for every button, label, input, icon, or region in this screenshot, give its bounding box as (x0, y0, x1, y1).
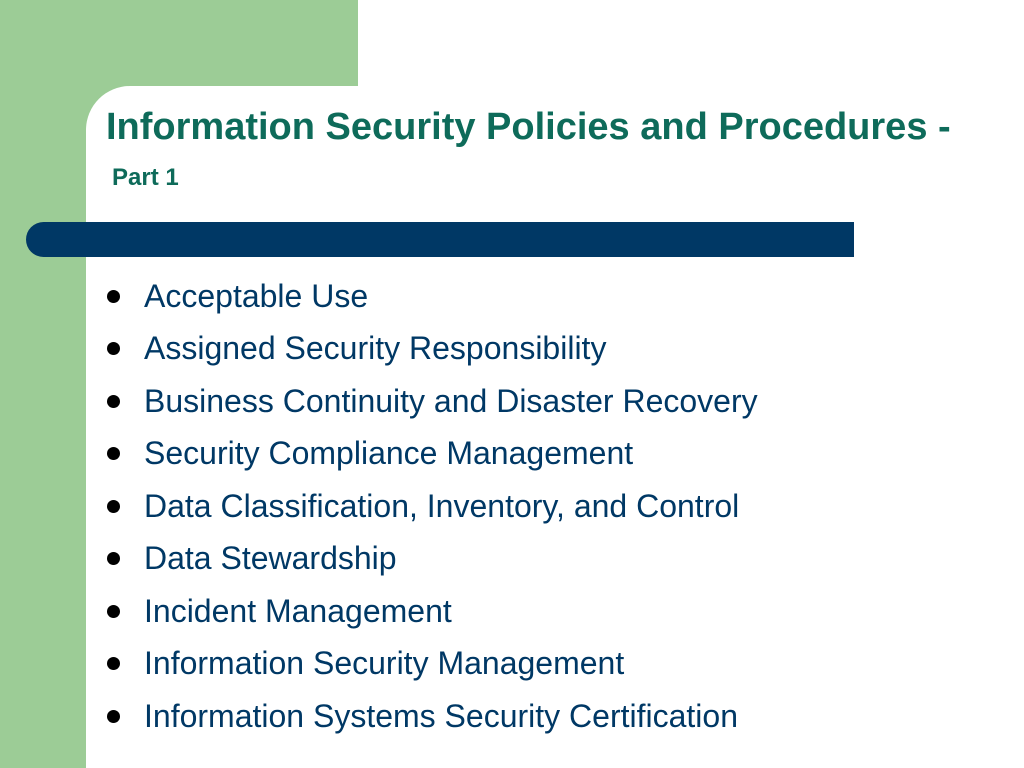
bullet-icon (107, 500, 120, 513)
list-item-text: Data Stewardship (144, 540, 397, 577)
list-item-text: Acceptable Use (144, 277, 369, 314)
slide-title-main: Information Security Policies and Procedures - (106, 106, 951, 148)
bullet-list (106, 270, 758, 743)
bullet-icon (107, 342, 120, 355)
list-item (106, 585, 758, 638)
bullet-icon (107, 395, 120, 408)
slide-title-part: Part 1 (112, 164, 179, 191)
list-item-text: Assigned Security Responsibility (144, 330, 607, 367)
bullet-icon (107, 447, 120, 460)
bullet-icon (107, 605, 120, 618)
list-item-text: Information Security Management (144, 645, 625, 682)
list-item-text: Information Systems Security Certification (144, 697, 738, 734)
bullet-icon (107, 552, 120, 565)
list-item (106, 480, 758, 533)
list-item (106, 533, 758, 586)
bullet-icon (107, 657, 120, 670)
list-item (106, 375, 758, 428)
list-item (106, 323, 758, 376)
slide-title (106, 104, 986, 201)
list-item (106, 690, 758, 743)
title-accent-bar (26, 222, 854, 257)
list-item (106, 428, 758, 481)
list-item-text: Security Compliance Management (144, 435, 634, 472)
list-item-text: Incident Management (144, 592, 452, 629)
list-item-text: Business Continuity and Disaster Recovery (144, 382, 758, 419)
list-item (106, 638, 758, 691)
background-green-sidebar (0, 0, 86, 768)
bullet-icon (107, 290, 120, 303)
list-item-text: Data Classification, Inventory, and Control (144, 487, 740, 524)
bullet-icon (107, 710, 120, 723)
list-item (106, 270, 758, 323)
